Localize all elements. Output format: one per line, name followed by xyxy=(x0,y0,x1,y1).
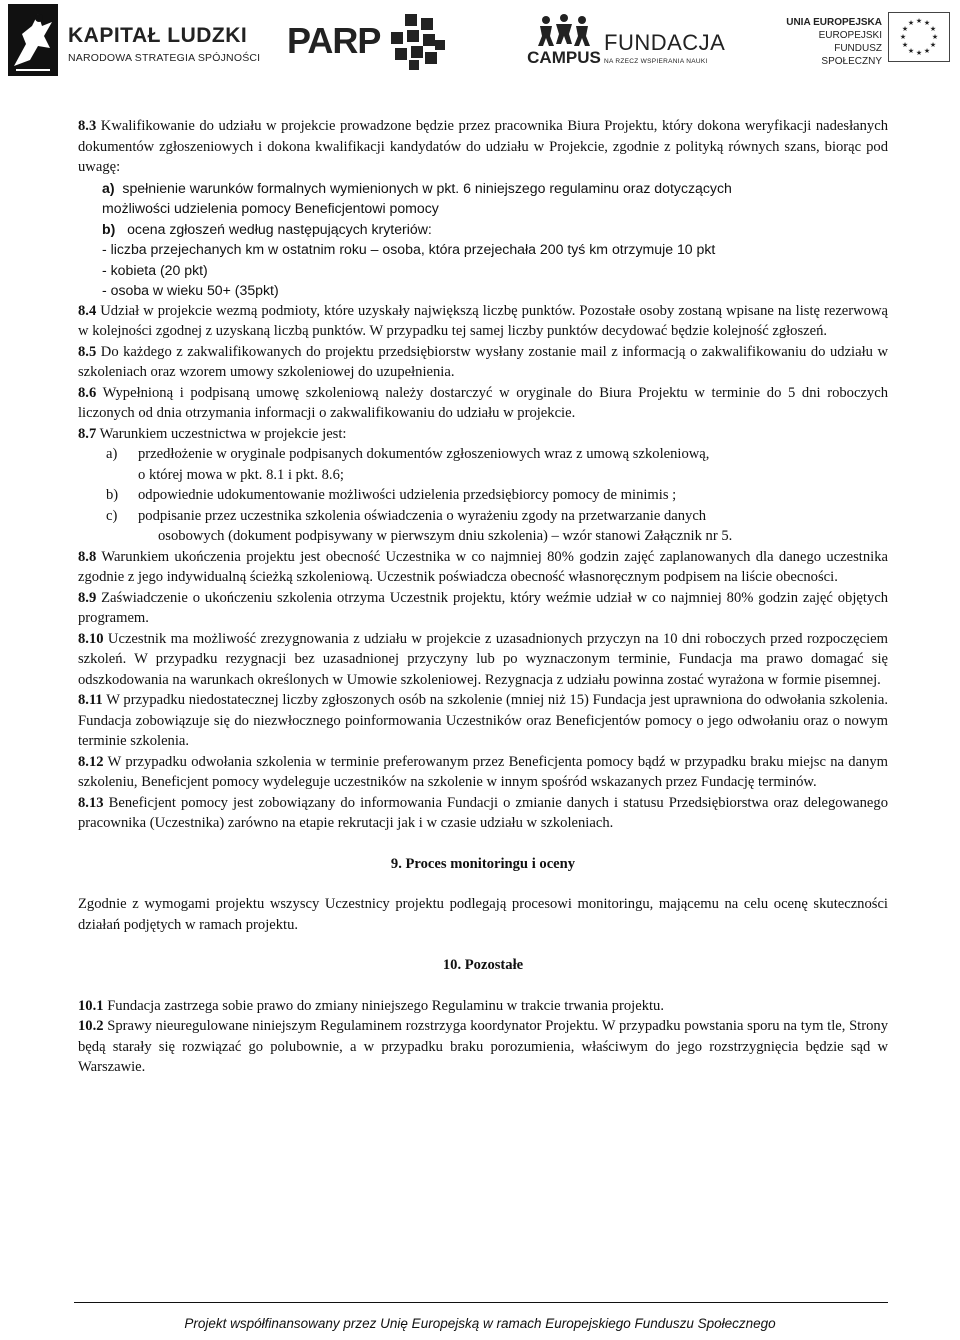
svg-text:★: ★ xyxy=(923,47,931,55)
section-text: Wypełnioną i podpisaną umowę szkoleniową należy dostarczyć w oryginale do Biura Projektu w terminie do 5 dni roboczych liczonych od dnia otrzymania informacji o zakwalifikowaniu do udziału w projekcie. xyxy=(78,384,888,421)
section-text: Uczestnik ma możliwość zrezygnowania z udziału w projekcie z uzasadnionych przyczyn na 10 dni roboczych przed rozpoczęciem szkoleń. W przypadku rezygnacji bez uzasadnionej przyczyny lub po wyznaczonym terminie, Fundacja ma prawo domagać się odszkodowania na warunkach określonych w Umowie szkoleniowej. Rezygnacja z udziału powinna zostać wyrażona w formie pisemnej. xyxy=(78,630,888,688)
section-8-11 xyxy=(78,690,888,752)
list-text: podpisanie przez uczestnika szkolenia oświadczenia o wyrażeniu zgody na przetwarzanie danych xyxy=(138,507,707,524)
svg-text:★: ★ xyxy=(931,33,939,41)
eu-line-3: FUNDUSZ SPOŁECZNY xyxy=(821,43,882,67)
section-number: 8.13 xyxy=(78,794,104,811)
criterion-3: - osoba w wieku 50+ (35pkt) xyxy=(102,282,279,298)
section-text: W przypadku niedostatecznej liczby zgłoszonych osób na szkolenie (mniej niż 15) Fundacja jest uprawniona do odwołania szkolenia. Fundacja zobowiązuje się do niezwłocznego poinformowania Uczestników oraz Beneficjentów pomocy o jego odwołaniu oraz o nowym terminie szkolenia. xyxy=(78,692,888,749)
criterion-2: - kobieta (20 pkt) xyxy=(102,261,208,278)
section-number: 8.6 xyxy=(78,384,97,401)
section-9-heading: 9. Proces monitoringu i oceny xyxy=(390,855,576,872)
list-label: b) xyxy=(102,220,116,237)
svg-text:★: ★ xyxy=(907,47,915,55)
section-text: Kwalifikowanie do udziału w projekcie prowadzone będzie przez pracownika Biura Projektu, który dokona weryfikacji nadesłanych dokumentów zgłoszeniowych i dokona kwalifikacji kandydatów do udziału w Projekcie, zgodnie z polityką równych szans, biorąc pod uwagę: xyxy=(78,118,888,175)
campus-wordmark: CAMPUS xyxy=(527,48,601,67)
list-label: a) xyxy=(106,446,118,462)
section-8-13 xyxy=(78,793,888,834)
section-8-7 xyxy=(78,424,888,445)
section-number: 8.12 xyxy=(78,753,104,770)
section-text: Beneficjent pomocy jest zobowiązany do informowania Fundacji o zmianie danych i statusu Przedsiębiorstwa oraz delegowanego pracownika (Uczestnika) zarówno na etapie rekrutacji jak i w czasie udziału w szkoleniach. xyxy=(78,794,888,831)
svg-text:★: ★ xyxy=(901,41,909,49)
section-text: Warunkiem uczestnictwa w projekcie jest: xyxy=(96,425,347,442)
eu-flag-icon xyxy=(888,12,950,62)
eu-line-2: EUROPEJSKI xyxy=(818,30,882,41)
section-text: Do każdego z zakwalifikowanych do projektu przedsiębiorstw wysłany zostanie mail z informacją o zakwalifikowaniu do udziału w szkoleniach oraz wzorem umowy szkoleniowej do uzupełnienia. xyxy=(78,343,888,380)
svg-text:★: ★ xyxy=(907,19,915,27)
parp-logo xyxy=(287,14,447,72)
eu-logo xyxy=(774,16,954,66)
svg-text:★: ★ xyxy=(915,17,923,25)
section-number: 10.1 xyxy=(78,997,104,1014)
section-8-4 xyxy=(78,301,888,342)
svg-text:★: ★ xyxy=(923,19,931,27)
list-item-a-cont xyxy=(78,198,888,219)
section-text: W przypadku odwołania szkolenia w terminie preferowanym przez Beneficjenta pomocy bądź w przypadku braku miejsc na danym szkoleniu, Beneficjent pomocy wydeleguje uczestników na szkolenie w innym spośród wskazanych przez Fundację terminów. xyxy=(78,753,888,790)
kapital-ludzki-title: KAPITAŁ LUDZKI xyxy=(68,24,248,47)
criterion-1: - liczba przejechanych km w ostatnim roku – osoba, która przejechała 200 tyś km otrzymuje 10 pkt xyxy=(102,241,716,257)
section-8-3 xyxy=(78,116,888,178)
section-8-9 xyxy=(78,588,888,629)
list-item-a xyxy=(78,178,888,199)
parp-wordmark: PARP xyxy=(287,20,381,61)
list-text: ocena zgłoszeń według następujących kryteriów: xyxy=(127,220,432,237)
section-text: Warunkiem ukończenia projektu jest obecność Uczestnika w co najmniej 80% godzin zajęć zaplanowanych dla danego uczestnika zgodnie z jego indywidualną ścieżką szkoleniową. Uczestnik poświadcza obecność własnoręcznym podpisem na liście obecności. xyxy=(78,548,888,585)
section-9-text: Zgodnie z wymogami projektu wszyscy Uczestnicy projektu podlegają procesowi monitoringu, mającemu na celu ocenę skuteczności działań podjętych w ramach projektu. xyxy=(78,896,888,933)
section-text: Udział w projekcie wezmą podmioty, które uzyskały największą liczbę punktów. Pozostałe osoby zostaną wpisane na listę rezerwową w kolejności zgodnej z uzyskaną liczbą punktów. W przypadku tej samej liczby punktów decydować będzie kolejność zgłoszeń. xyxy=(78,302,888,339)
list-item-b xyxy=(78,219,888,240)
list-item-a xyxy=(78,444,888,465)
fundacja-title: FUNDACJA xyxy=(604,30,726,55)
kapital-ludzki-subtitle: NARODOWA STRATEGIA SPÓJNOŚCI xyxy=(68,52,261,64)
section-number: 8.7 xyxy=(78,425,97,442)
list-text: przedłożenie w oryginale podpisanych dokumentów zgłoszeniowych wraz z umową szkoleniową, xyxy=(138,446,710,462)
kapital-ludzki-emblem xyxy=(8,4,58,76)
list-text: odpowiednie udokumentowanie możliwości udzielenia przedsiębiorcy pomocy de minimis ; xyxy=(138,487,677,503)
fundacja-logo xyxy=(604,30,734,70)
section-10-2 xyxy=(78,1016,888,1078)
footer-divider xyxy=(74,1302,888,1303)
section-number: 8.10 xyxy=(78,630,104,647)
list-item-c xyxy=(78,506,888,527)
svg-text:★: ★ xyxy=(915,49,923,57)
eu-text xyxy=(774,16,882,68)
svg-text:★: ★ xyxy=(899,33,907,41)
section-8-10 xyxy=(78,629,888,691)
fundacja-subtitle: NA RZECZ WSPIERANIA NAUKI xyxy=(604,58,708,65)
regulation-content xyxy=(78,116,888,1078)
list-label: a) xyxy=(102,179,115,196)
section-number: 10.2 xyxy=(78,1018,104,1034)
svg-text:★: ★ xyxy=(929,41,937,49)
list-text: spełnienie warunków formalnych wymienionych w pkt. 6 niniejszego regulaminu oraz dotyczących xyxy=(122,179,732,196)
footer-text: Projekt współfinansowany przez Unię Europejską w ramach Europejskiego Funduszu Społecznego xyxy=(184,1316,776,1331)
section-number: 8.8 xyxy=(78,548,97,565)
section-number: 8.9 xyxy=(78,589,97,606)
svg-text:★: ★ xyxy=(929,25,937,33)
section-8-8 xyxy=(78,547,888,588)
campus-logo xyxy=(518,14,610,74)
section-8-12 xyxy=(78,752,888,793)
kapital-ludzki-logo xyxy=(8,4,261,76)
section-text: Sprawy nieuregulowane niniejszym Regulaminem rozstrzyga koordynator Projektu. W przypadku powstania sporu na tym tle, Strony będą starały się rozwiązać go polubownie, a w przypadku braku porozumienia, właściwym do jego rozstrzygnięcia będzie sąd w Warszawie. xyxy=(78,1018,888,1075)
section-text: Fundacja zastrzega sobie prawo do zmiany niniejszego Regulaminu w trakcie trwania projektu. xyxy=(103,997,665,1014)
section-number: 8.11 xyxy=(78,692,103,708)
section-number: 8.3 xyxy=(78,118,97,134)
section-number: 8.4 xyxy=(78,302,97,319)
list-label: c) xyxy=(106,507,118,524)
section-10-1 xyxy=(78,996,888,1017)
svg-text:★: ★ xyxy=(901,25,909,33)
section-text: Zaświadczenie o ukończeniu szkolenia otrzyma Uczestnik projektu, który weźmie udział w co najmniej 80% godzin zajęć objętych programem. xyxy=(78,589,888,626)
header-logos xyxy=(0,0,960,86)
section-8-5 xyxy=(78,342,888,383)
section-number: 8.5 xyxy=(78,343,97,360)
parp-cube-icon xyxy=(391,14,447,77)
section-8-6 xyxy=(78,383,888,424)
list-item-a-cont: o której mowa w pkt. 8.1 i pkt. 8.6; xyxy=(138,466,344,483)
section-10-heading: 10. Pozostałe xyxy=(442,957,524,973)
list-item-b xyxy=(78,485,888,506)
list-item-c-cont: osobowych (dokument podpisywany w pierwszym dniu szkolenia) – wzór stanowi Załącznik nr 5. xyxy=(158,528,733,544)
list-text-continued: możliwości udzielenia pomocy Beneficjentowi pomocy xyxy=(102,200,439,216)
list-label: b) xyxy=(106,487,119,503)
eu-line-1: UNIA EUROPEJSKA xyxy=(786,17,882,28)
